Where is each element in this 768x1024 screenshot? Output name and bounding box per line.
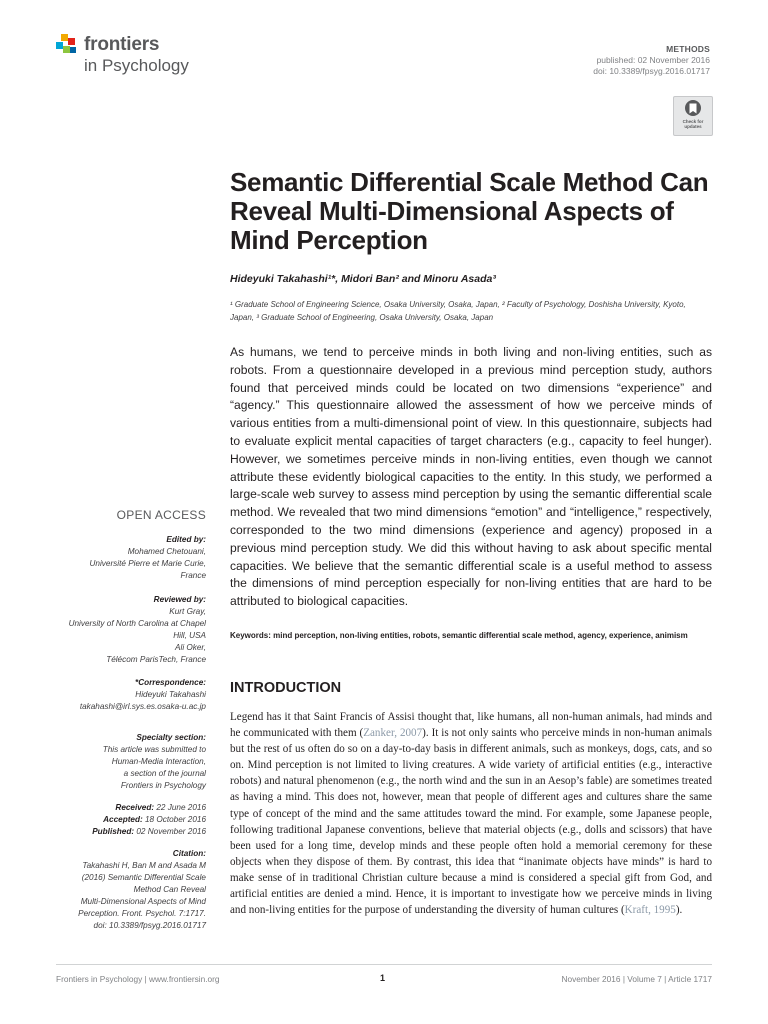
- editor-line: France: [180, 571, 206, 580]
- accepted-date: [36, 814, 206, 826]
- correspondence-email[interactable]: takahashi@irl.sys.es.osaka-u.ac.jp: [79, 702, 206, 711]
- received-label: Received:: [115, 803, 155, 812]
- citation-line[interactable]: doi: 10.3389/fpsyg.2016.01717: [93, 921, 206, 930]
- editor-line: Mohamed Chetouani,: [127, 547, 206, 556]
- citation-link[interactable]: Zanker, 2007: [363, 727, 423, 740]
- affiliations: ¹ Graduate School of Engineering Science, Osaka University, Osaka, Japan, ² Faculty of Psychology, Doshisha University, Kyoto, Japan, ³ Graduate School of Engineering, Osaka University, Osaka, Japan: [230, 300, 686, 322]
- reviewer-line: Télécom ParisTech, France: [106, 655, 206, 664]
- citation-block: [36, 848, 206, 932]
- citation-line: Multi-Dimensional Aspects of Mind: [80, 897, 206, 906]
- intro-text-part1: Legend has it that Saint Francis of Assisi thought that, like humans, all non-human animals, had minds and he communicated with them (: [230, 711, 712, 740]
- intro-text-part2: ). It is not only saints who perceive minds in non-human animals but the rest of us often do so on a day-to-day basis in different animals, such as monkeys, dogs, cats, and so on. Mind perception is not limited to living creatures. A wide variety of artificial entities (e.g., interactive robots) and natural phenomenon (e.g., the north wind and the sun in an Aesop’s fable) are sometimes treated as having a mind. This does not, however, mean that people of different ages and cultures share the same type of concept of the mind and the same attitudes toward the mind. For example, some Japanese people, following traditional Japanese conventions, believe that material objects (e.g., dolls and scissors) that have been used for a long time, develop minds and these people often hold a memorial ceremony for these objects when they dispose of them. By contrast, this idea that “inanimate objects have minds” is hard to make sense of in traditional Christian culture because a mind is considered a special gift from God, and artificial entities are denied a mind. Hence, it is important to investigate how we perceive minds in living and non-living entities for the purpose of understanding the diversity of human cultures (: [230, 727, 713, 917]
- specialty-line: Human-Media Interaction,: [111, 757, 206, 766]
- accepted-label: Accepted:: [103, 815, 143, 824]
- article-meta-header: [593, 44, 710, 77]
- correspondence-name: Hideyuki Takahashi: [135, 690, 206, 699]
- specialty-line: This article was submitted to: [102, 745, 206, 754]
- correspondence-block: [36, 677, 206, 713]
- citation-line: Perception. Front. Psychol. 7:1717.: [78, 909, 206, 918]
- reviewer-line: Hill, USA: [173, 631, 206, 640]
- citation-line: (2016) Semantic Differential Scale: [81, 873, 206, 882]
- frontiers-logo-icon: [56, 34, 78, 56]
- specialty-line: a section of the journal: [123, 769, 206, 778]
- citation-label: Citation:: [172, 849, 206, 858]
- edited-by-block: [36, 534, 206, 582]
- article-doi: doi: 10.3389/fpsyg.2016.01717: [593, 66, 710, 76]
- journal-logo: [56, 34, 206, 84]
- citation-link[interactable]: Kraft, 1995: [624, 904, 676, 917]
- page-number: 1: [380, 973, 386, 983]
- logo-wordmark-frontiers: frontiers: [84, 34, 160, 55]
- section-heading-introduction: INTRODUCTION: [230, 680, 342, 696]
- reviewer-line: Ali Oker,: [175, 643, 206, 652]
- edited-by-label: Edited by:: [166, 535, 206, 544]
- check-for-updates-badge[interactable]: [673, 96, 713, 136]
- article-title: Semantic Differential Scale Method Can Reveal Multi-Dimensional Aspects of Mind Perception: [230, 167, 709, 255]
- open-access-label: OPEN ACCESS: [116, 508, 206, 522]
- intro-text-part3: ).: [675, 904, 683, 917]
- reviewer-line: Kurt Gray,: [169, 607, 206, 616]
- badge-label: Check for updates: [682, 119, 704, 129]
- editor-line: Université Pierre et Marie Curie,: [89, 559, 206, 568]
- accepted-value: 18 October 2016: [145, 815, 206, 824]
- logo-wordmark-journal: in Psychology: [84, 56, 189, 75]
- keywords: Keywords: mind perception, non-living entities, robots, semantic differential scale method, agency, experience, animism: [230, 631, 688, 640]
- correspondence-label: *Correspondence:: [135, 678, 206, 687]
- footer-volume-info: November 2016 | Volume 7 | Article 1717: [561, 974, 712, 984]
- footer-journal-link[interactable]: Frontiers in Psychology | www.frontiersin.org: [56, 974, 220, 984]
- dates-block: [36, 802, 206, 838]
- specialty-line: Frontiers in Psychology: [120, 781, 206, 790]
- citation-line: Method Can Reveal: [133, 885, 206, 894]
- published-label: Published:: [92, 827, 135, 836]
- received-value: 22 June 2016: [156, 803, 206, 812]
- abstract: As humans, we tend to perceive minds in both living and non-living entities, such as robots. From a questionnaire developed in a previous mind perception study, authors found that perceived minds could be located on two dimensions “experience” and “agency.” This questionnaire allowed the assessment of how we perceive minds of various entities from a multi-dimensional point of view. In this questionnaire, subjects had to evaluate explicit mental capacities of target characters (e.g., capacity to feel hunger). However, we sometimes perceive minds in non-living entities, even though we cannot attribute these evidently biological capacities to the entity. In this study, we performed a large-scale web survey to assess mind perception by using the semantic differential scale method. We revealed that two mind dimensions “emotion” and “intelligence,” respectively, corresponded to the two mind dimensions (experience and agency) proposed in a previous mind perception study. We did this without having to ask about specific mental capacities. We believe that the semantic differential scale is a useful method to assess the dimensions of mind perception especially for non-living entities that are hard to be attributed to biological capacities.: [230, 345, 712, 609]
- bookmark-icon: [674, 97, 712, 119]
- footer-divider: [56, 964, 712, 965]
- published-date: published: 02 November 2016: [596, 55, 710, 65]
- reviewed-by-block: [36, 594, 206, 666]
- specialty-section-label: Specialty section:: [136, 733, 206, 742]
- introduction-paragraph: [230, 709, 712, 918]
- article-type: METHODS: [666, 44, 710, 54]
- citation-line: Takahashi H, Ban M and Asada M: [82, 861, 206, 870]
- published-value: 02 November 2016: [136, 827, 206, 836]
- reviewed-by-label: Reviewed by:: [153, 595, 206, 604]
- published-date-side: [36, 826, 206, 838]
- received-date: [36, 802, 206, 814]
- author-list: Hideyuki Takahashi¹*, Midori Ban² and Minoru Asada³: [230, 273, 496, 285]
- specialty-section-block: [36, 732, 206, 792]
- reviewer-line: University of North Carolina at Chapel: [68, 619, 206, 628]
